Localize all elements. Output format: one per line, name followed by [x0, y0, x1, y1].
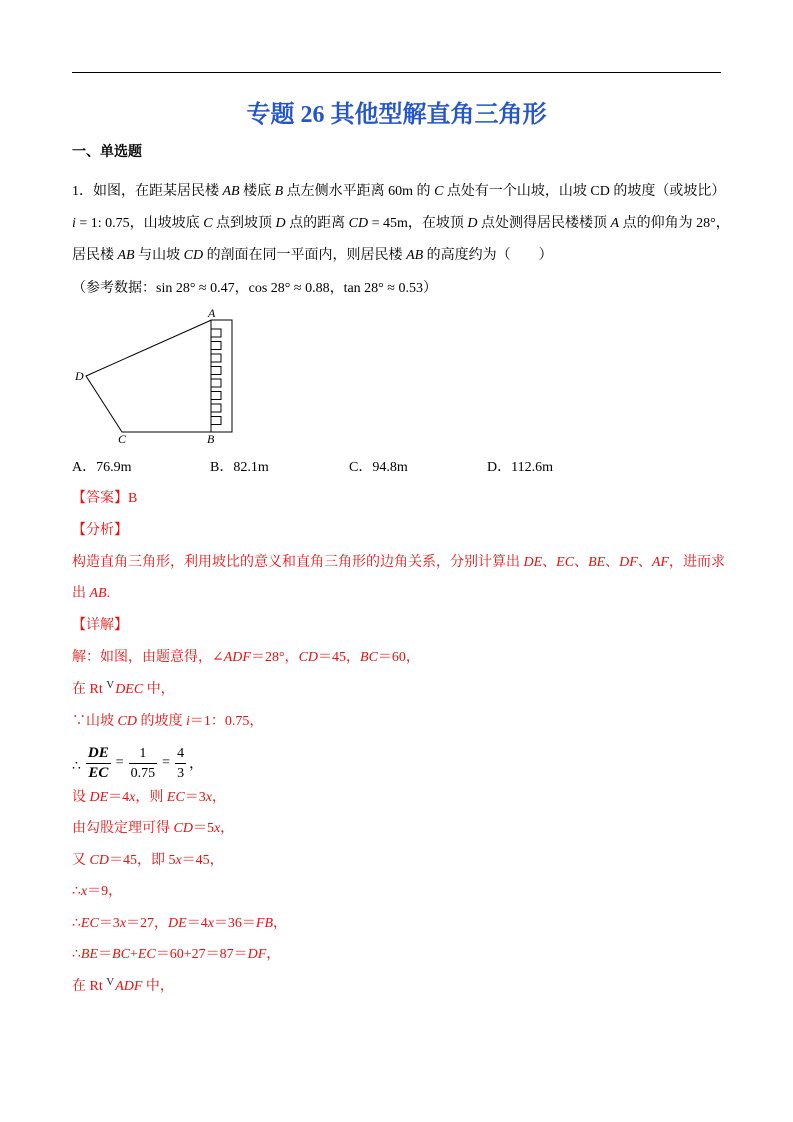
text-run: ＝1：0.75， [189, 714, 264, 729]
text-run: ＝3 [184, 790, 206, 805]
window [211, 392, 221, 400]
text-run: 在 Rt [72, 979, 107, 994]
text-run: 的剖面在同一平面内，则居民楼 [203, 248, 407, 263]
math-variable: x [175, 853, 182, 868]
text-run: 点处测得居民楼楼顶 [477, 216, 611, 231]
math-variable: AB [117, 248, 135, 263]
therefore-symbol: ∴ [72, 758, 81, 774]
text-run: + [129, 947, 138, 962]
math-variable: ADF [223, 650, 251, 665]
math-variable: AB [406, 248, 424, 263]
detail-line-9 [72, 914, 287, 934]
header-rule [72, 72, 721, 73]
text-run: 点处有一个山坡，山坡 CD 的坡度（或坡比） [443, 184, 726, 199]
window [211, 329, 221, 337]
detail-line-11 [72, 977, 174, 997]
fraction-equation [72, 741, 203, 785]
detail-line-1 [72, 648, 420, 668]
section-heading: 一、单选题 [72, 145, 142, 160]
text-run: ， [266, 947, 281, 962]
math-variable: x [129, 790, 136, 805]
option-a: A．76.9m [72, 460, 132, 475]
math-variable: C [203, 216, 213, 231]
math-variable: D [275, 216, 286, 231]
fraction-1-over-075 [129, 744, 158, 783]
text-run: 构造直角三角形，利用坡比的意义和直角三角形的边角关系，分别计算出 [72, 555, 524, 570]
detail-line-6 [72, 819, 234, 839]
math-variable: AF [651, 555, 669, 570]
math-variable: CD [117, 714, 137, 729]
analysis-heading: 【分析】 [72, 523, 128, 538]
fraction-denominator: 3 [177, 765, 185, 781]
math-variable: ADF [115, 979, 143, 994]
window [211, 379, 221, 387]
triangle-symbol: V [106, 976, 115, 988]
math-variable: DF [619, 555, 638, 570]
text-run: ＝4 [108, 790, 130, 805]
reference-data-line [72, 279, 437, 299]
slope-profile-line [86, 320, 212, 432]
fraction-de-over-ec [86, 744, 111, 783]
text-run: 、 [605, 555, 620, 570]
math-variable: i [185, 714, 190, 729]
fraction-numerator: DE [86, 744, 111, 764]
equals-sign: = [162, 755, 171, 770]
math-variable: x [207, 916, 214, 931]
label-point-c: C [118, 432, 127, 446]
math-variable: CD [173, 821, 193, 836]
analysis-line-2 [72, 584, 110, 604]
text-run: ＝4 [186, 916, 208, 931]
text-run: = 45m，在坡顶 [368, 216, 468, 231]
math-variable: AB [89, 586, 107, 601]
window [211, 404, 221, 412]
label-point-d: D [75, 369, 84, 383]
text-run: （参考数据：sin 28° ≈ 0.47，cos 28° ≈ 0.88，tan 28° ≈ 0.53） [72, 281, 437, 296]
text-run: ∴ [72, 884, 81, 899]
option-b: B．82.1m [210, 460, 269, 475]
label-point-b: B [207, 432, 215, 446]
window [211, 367, 221, 375]
text-run: ， [273, 916, 288, 931]
text-run: 居民楼 [72, 248, 118, 263]
detail-line-5 [72, 788, 226, 808]
math-variable: EC [556, 555, 575, 570]
triangle-symbol: V [106, 679, 115, 691]
math-variable: x [80, 884, 88, 899]
math-variable: x [205, 790, 212, 805]
math-variable: CD [89, 853, 109, 868]
detail-heading: 【详解】 [72, 618, 128, 633]
math-variable: CD [183, 248, 204, 263]
text-run: ＝45， [318, 650, 361, 665]
text-run: 、 [637, 555, 652, 570]
math-variable: DE [523, 555, 543, 570]
text-run: ＝45，即 5 [108, 853, 176, 868]
math-variable: x [119, 916, 127, 931]
text-run: ， [212, 790, 226, 805]
option-c: C．94.8m [349, 460, 408, 475]
math-variable: CD [348, 216, 369, 231]
text-run: ＝60+27＝87＝ [155, 947, 248, 962]
window [211, 417, 221, 425]
math-variable: EC [137, 947, 156, 962]
fraction-denominator: 0.75 [130, 765, 156, 781]
detail-line-2 [72, 680, 175, 700]
text-run: 、 [574, 555, 589, 570]
label-point-a: A [208, 306, 216, 320]
fraction-4-over-3 [175, 744, 186, 783]
math-variable: BE [80, 947, 99, 962]
text-run: 出 [72, 586, 90, 601]
math-variable: DE [168, 916, 187, 931]
math-variable: B [274, 184, 284, 199]
text-run: ，则 [135, 790, 167, 805]
question-line-1 [72, 182, 725, 202]
text-run: 的高度约为（ ） [423, 248, 553, 263]
window [211, 342, 221, 350]
text-run: ， [220, 821, 235, 836]
fraction-numerator: 4 [175, 744, 186, 764]
analysis-line-1 [72, 553, 725, 573]
text-run: 、 [542, 555, 557, 570]
text-run: ＝28°， [250, 650, 299, 665]
text-run: ∴ [72, 916, 81, 931]
text-run: ＝9， [87, 884, 123, 899]
question-line-2 [72, 214, 730, 234]
text-run: ∵山坡 [72, 714, 118, 729]
comma: ， [189, 757, 204, 772]
text-run: 设 [72, 790, 90, 805]
math-variable: BC [360, 650, 378, 665]
text-run: . [106, 586, 111, 601]
detail-line-10 [72, 945, 280, 965]
text-run: = 1: 0.75，山坡坡底 [75, 216, 204, 231]
text-run: ＝ [98, 947, 113, 962]
math-variable: DE [89, 790, 109, 805]
math-variable: DF [247, 947, 267, 962]
text-run: ＝36＝ [213, 916, 256, 931]
math-variable: FB [255, 916, 274, 931]
math-variable: C [434, 184, 444, 199]
window [211, 354, 221, 362]
text-run: 点左侧水平距离 60m 的 [283, 184, 435, 199]
fraction-numerator: 1 [129, 744, 158, 764]
detail-line-3 [72, 712, 263, 732]
text-run: 在 Rt [72, 682, 107, 697]
text-run: 1．如图，在距某居民楼 [72, 184, 223, 199]
option-d: D．112.6m [487, 460, 553, 475]
text-run: 解：如图，由题意得，∠ [72, 650, 224, 665]
geometry-diagram [70, 305, 245, 450]
text-run: ＝27， [126, 916, 169, 931]
question-line-3 [72, 246, 553, 266]
equals-sign: = [115, 755, 124, 770]
text-run: 点的仰角为 28°， [619, 216, 730, 231]
text-run: ∴ [72, 947, 81, 962]
text-run: 由勾股定理可得 [72, 821, 174, 836]
detail-line-7 [72, 851, 224, 871]
math-variable: DEC [115, 682, 144, 697]
text-run: 点的距离 [285, 216, 349, 231]
text-run: 的坡度 [136, 714, 186, 729]
page-title: 专题 26 其他型解直角三角形 [246, 102, 547, 128]
text-run: ＝3 [98, 916, 120, 931]
math-variable: A [610, 216, 620, 231]
building-windows [211, 329, 221, 425]
math-variable: EC [166, 790, 185, 805]
math-variable: i [72, 216, 76, 231]
math-variable: CD [298, 650, 319, 665]
math-variable: D [467, 216, 478, 231]
text-run: 又 [72, 853, 90, 868]
text-run: ＝45， [181, 853, 224, 868]
text-run: 点到坡顶 [212, 216, 276, 231]
detail-line-8 [72, 882, 122, 902]
math-variable: BC [112, 947, 130, 962]
text-run: ，进而求 [668, 555, 725, 570]
text-run: ＝5 [192, 821, 214, 836]
answer-line: 【答案】B [72, 491, 138, 506]
math-variable: AB [222, 184, 240, 199]
math-variable: EC [80, 916, 99, 931]
text-run: 与山坡 [134, 248, 184, 263]
fraction-denominator: EC [88, 764, 109, 781]
text-run: 中， [142, 979, 174, 994]
text-run: 楼底 [239, 184, 275, 199]
text-run: 中， [143, 682, 175, 697]
text-run: ＝60， [377, 650, 420, 665]
math-variable: BE [588, 555, 606, 570]
math-variable: x [213, 821, 221, 836]
